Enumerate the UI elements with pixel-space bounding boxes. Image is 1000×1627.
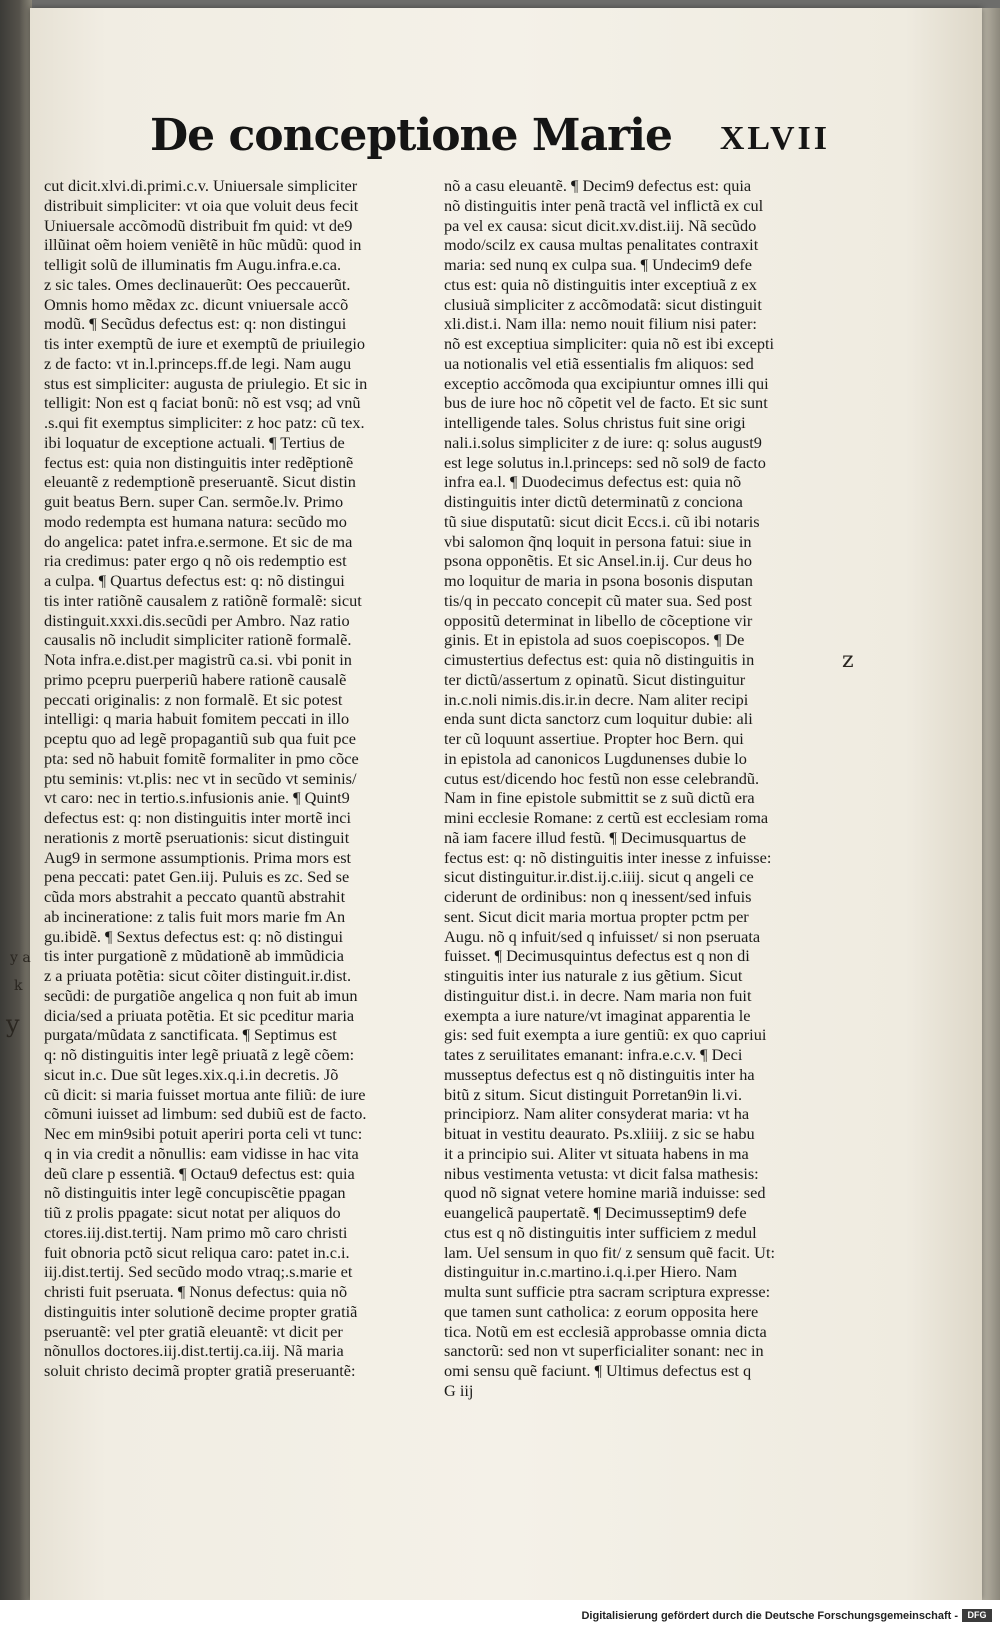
text-line: nõnullos doctores.iij.dist.tertij.ca.iij. Nã maria [44,1341,344,1361]
text-line: Augu. nõ q infuit/sed q infuisset/ si non pseruata [444,926,761,946]
text-line: ptu seminis: vt.plis: nec vt in secũdo vt seminis/ [44,768,357,788]
text-line: ctus est q nõ distinguitis inter sufficiem z medul [444,1222,757,1242]
text-line: ab incineratione: z talis fuit mors marie fm An [44,906,346,926]
text-line: tis/q in peccato concepit cũ mater sua. Sed post [444,590,752,610]
text-line: causalis nõ includit simpliciter rationẽ formalẽ. [44,630,352,650]
text-line: Nota infra.e.dist.per magistrũ ca.si. vbi ponit in [44,650,352,669]
text-line: exceptio accõmoda qua excipiuntur omnes illi qui [444,373,769,393]
text-line: cimustertius defectus est: quia nõ distinguitis in [444,650,755,669]
text-line: tica. Notũ em est ecclesiã approbasse omnia dicta [444,1321,767,1341]
text-line: lam. Uel sensum in quo fit/ z sensum quẽ facit. Ut: [444,1242,775,1262]
text-line: psona opponẽtis. Et sic Ansel.in.ij. Cur deus ho [444,551,752,571]
text-line: deũ clare p essentiã. ¶ Octau9 defectus est: quia [44,1163,355,1183]
running-title: De conceptione Marie [150,110,672,161]
text-line: stus est simpliciter: augusta de priulegio. Et sic in [44,373,368,393]
text-line: a culpa. ¶ Quartus defectus est: q: nõ distingui [44,571,345,590]
text-line: pceptu quo ad legẽ propagantiũ sub qua fuit pce [44,729,356,748]
binding-edge [0,0,32,1600]
text-line: multa sunt sufficie ptra sacram scriptura expresse: [444,1282,771,1301]
text-line: ter cũ loquunt assertiue. Propter hoc Bern. qui [444,729,744,748]
text-line: Omnis homo mẽdax zc. dicunt vniuersale accõ [44,294,349,314]
text-line: clusiuã simpliciter z accõmodatã: sicut distinguit [444,294,762,314]
text-line: fuisset. ¶ Decimusquintus defectus est q non di [444,946,750,966]
text-line: ter dictũ/assertum z opinatũ. Sicut distinguitur [444,669,746,689]
text-line: .s.qui fit exemptus simpliciter: z hoc patz: cũ tex. [44,413,365,432]
text-line: sicut in.c. Due sũt leges.xix.q.i.in decretis. Jõ [44,1064,339,1084]
text-line: tiũ z prolis ppagate: sicut notat per aliquos do [44,1203,341,1222]
text-line: nõ a casu eleuantẽ. ¶ Decim9 defectus est: quia [444,176,752,195]
text-line: nibus vestimenta vetusta: vt dicit falsa mathesis: [444,1163,759,1183]
text-line: iij.dist.tertij. Sed secũdo modo vtraq;.s.marie et [44,1262,353,1282]
page-fore-edge [982,8,1000,1600]
text-line: ctus est: quia nõ distinguitis inter exceptiuã z ex [444,274,757,294]
text-line: ria credimus: pater ergo q nõ ois redemptio est [44,551,347,571]
text-line: fectus est: quia non distinguitis inter redẽptionẽ [44,452,354,472]
margin-note-y: y [6,1010,20,1038]
funding-credit: Digitalisierung gefördert durch die Deutsche Forschungsgemeinschaft - [581,1610,958,1622]
text-line: cũ dicit: si maria fuisset mortua ante filiũ: de iure [44,1084,366,1104]
text-line: modo redempta est humana natura: secũdo mo [44,511,347,531]
text-line: secũdi: de purgatiõe angelica q non fuit ab imun [44,985,358,1005]
text-line: do angelica: patet infra.e.sermone. Et sic de ma [44,531,353,551]
text-line: sicut distinguitur.ir.dist.ij.c.iiij. sicut q angeli ce [444,867,754,887]
text-line: q in via credit a nõnullis: eam vidisse in hac vita [44,1143,359,1163]
text-line: fuit obnoria pctõ sicut reliqua caro: patet in.c.i. [44,1242,350,1262]
text-line: intelligi: q maria habuit fomitem peccati in illo [44,709,350,729]
text-line: tis inter purgationẽ z mũdationẽ ab immũdicia [44,946,344,966]
text-line: enda sunt dicta sanctorz cum loquitur dubie: ali [444,709,753,729]
text-line: ginis. Et in epistola ad suos coepiscopos. ¶ De [444,630,745,650]
text-line: ctores.iij.dist.tertij. Nam primo mõ caro christi [44,1222,348,1242]
text-line: exempta a iure nature/vt imaginat apparentia le [444,1005,751,1025]
text-line: it a principio sui. Aliter vt situata habens in ma [444,1143,749,1163]
text-line: principiorz. Nam aliter consyderat maria: vt ha [444,1104,750,1124]
text-line: distinguitis inter solutionẽ decime propter gratiã [44,1301,358,1321]
text-line: nõ distinguitis inter legẽ concupiscẽtie ppagan [44,1183,346,1203]
text-line: tates z seruilitates emanant: infra.e.c.v. ¶ Deci [444,1045,743,1064]
text-line: eleuantẽ z redemptionẽ preseruantẽ. Sicut distin [44,472,356,492]
text-line: euangelicã paupertatẽ. ¶ Decimusseptim9 defe [444,1203,747,1222]
running-header [110,110,830,170]
text-line: gu.ibidẽ. ¶ Sextus defectus est: q: nõ distingui [44,926,344,946]
text-line: distinguit.xxxi.dis.secũdi per Ambro. Naz ratio [44,610,350,630]
text-line: gis: sed fuit exempta a iure gentiũ: ex quo capriui [444,1025,767,1045]
text-line: omi sensu quẽ faciunt. ¶ Ultimus defectus est q [444,1361,752,1380]
right-text-column [444,176,809,1401]
margin-note-k: k [14,978,23,994]
text-line: vbi salomon q̃nq loquit in persona fatui: siue in [444,531,752,551]
text-line: cũda mors abstrahit a peccato quantũ abstrahit [44,887,346,906]
text-line: telligit solũ de illuminatis fm Augu.infra.e.ca. [44,255,342,274]
text-line: mo loquitur de maria in psona bosonis disputan [444,571,753,590]
text-line: mini ecclesie Romane: z certũ est ecclesiam roma [444,808,769,827]
text-line: tis inter ratiõnẽ causalem z ratiõnẽ formalẽ: sicut [44,590,362,610]
text-line: z a priuata potẽtia: sicut cõiter distinguit.ir.dist. [44,966,352,985]
text-line: distinguitur dist.i. in decre. Nam maria non fuit [444,985,752,1005]
left-text-column [44,176,409,1381]
text-line: musseptus defectus est q nõ distinguitis inter ha [444,1064,755,1084]
text-line: in.c.noli nimis.dis.ir.in decre. Nam aliter recipi [444,689,749,709]
text-line: maria: sed nunq ex culpa sua. ¶ Undecim9 defe [444,255,753,274]
text-line: bituat in vestitu deaurato. Ps.xliiij. z sic se habu [444,1124,755,1143]
text-line: Nam in fine epistole submittit se z suũ dictũ era [444,788,755,808]
text-line: Uniuersale accõmodũ distribuit fm quid: vt de9 [44,215,353,235]
text-line: z sic tales. Omes declinauerũt: Oes peccauerũt. [44,274,351,294]
text-line: G iij [444,1380,474,1400]
text-line: nerationis z mortẽ pseruationis: sicut distinguit [44,827,350,847]
text-line: q: nõ distinguitis inter legẽ priuatã z legẽ cõem: [44,1045,355,1064]
text-line: nali.i.solus simpliciter z de iure: q: solus august9 [444,432,762,452]
text-line: purgata/mũdata z sanctificata. ¶ Septimus est [44,1025,337,1045]
text-line: primo pcepru puerperiũ habere rationẽ causalẽ [44,669,347,689]
text-line: Nec em min9sibi potuit aperiri porta celi vt tunc: [44,1124,363,1143]
text-line: cõmuni iuisset ad limbum: sed dubiũ est de facto. [44,1104,367,1124]
text-line: nõ distinguitis inter penã tractã vel inflictã ex cul [444,195,764,215]
text-line: modũ. ¶ Secũdus defectus est: q: non distingui [44,314,347,334]
text-line: nã iam facere illud festũ. ¶ Decimusquartus de [444,827,747,847]
text-line: stinguitis inter ius naturale z ius gẽtium. Sicut [444,966,743,985]
text-line: tis inter exemptũ de iure et exemptũ de priuilegio [44,334,366,353]
dfg-logo: DFG [962,1609,992,1622]
text-line: defectus est: q: non distinguitis inter mortẽ inci [44,808,352,827]
text-line: bus de iure hoc nõ cõpetit vel de facto. Et sic sunt [444,393,768,413]
text-line: oppositũ determinat in libello de cõceptione vir [444,610,753,630]
text-line: peccati originalis: z non formalẽ. Et sic potest [44,689,343,709]
text-line: vt caro: nec in tertio.s.infusionis anie. ¶ Quint9 [44,788,350,808]
text-line: ua notionalis vel etiã essentialis fm aliquos: sed [444,353,754,373]
text-line: que tamen sunt catholica: z eorum opposita here [444,1301,759,1321]
text-line: christi fuit pseruata. ¶ Nonus defectus: quia nõ [44,1282,348,1301]
text-line: distinguitis inter dictũ determinatũ z conciona [444,492,743,511]
text-line: sanctorũ: sed non vt superficialiter sonant: nec in [444,1341,764,1361]
text-line: xli.dist.i. Nam illa: nemo nouit filium nisi pater: [444,314,757,334]
folio-number: XLVII [719,120,830,157]
text-line: ibi loquatur de exceptione actuali. ¶ Tertius de [44,432,345,452]
text-line: cut dicit.xlvi.di.primi.c.v. Uniuersale simpliciter [44,176,358,195]
margin-note-z: z [842,648,854,673]
text-line: in epistola ad canonicos Lugdunenses dubie lo [444,748,747,768]
text-line: nõ est exceptiua simpliciter: quia nõ est ibi excepti [444,334,775,353]
text-line: illũinat oẽm hoiem veniẽtẽ in hũc mũdũ: quod in [44,235,362,255]
text-line: ciderunt de ordinibus: non q inessent/sed infuis [444,887,752,906]
text-line: fectus est: q: nõ distinguitis inter inesse z infuisse: [444,847,772,867]
text-line: cutus est/dicendo hoc festũ non esse celebrandũ. [444,768,760,788]
text-line: distinguitur in.c.martino.i.q.i.per Hiero. Nam [444,1262,738,1282]
text-line: pta: sed nõ habuit fomitẽ formaliter in pmo cõce [44,748,359,768]
text-line: bitũ z situm. Sicut distinguit Porretan9in li.vi. [444,1084,743,1104]
text-line: dicia/sed a priuata potẽtia. Et sic pceditur maria [44,1005,355,1025]
text-line: quod nõ signat vetere homine mariã induisse: sed [444,1183,766,1203]
text-line: sent. Sicut dicit maria mortua propter pctm per [444,906,749,926]
text-line: soluit christo decimã propter gratiã preseruantẽ: [44,1361,356,1380]
text-line: est lege solutus in.l.princeps: sed nõ sol9 de facto [444,452,766,472]
text-line: intelligende tales. Solus christus fuit sine origi [444,413,746,432]
text-line: pseruantẽ: vel pter gratiã eleuantẽ: vt dicit per [44,1321,343,1341]
text-line: distribuit simpliciter: vt oia que voluit deus fecit [44,195,359,215]
text-line: telligit: Non est q faciat bonũ: nõ est vsq; ad vnũ [44,393,361,413]
text-line: modo/scilz ex causa multas penalitates contraxit [444,235,759,255]
text-line: pena peccati: patet Gen.iij. Puluis es zc. Sed se [44,867,350,887]
text-line: infra ea.l. ¶ Duodecimus defectus est: quia nõ [444,472,742,492]
text-line: tũ siue disputatũ: sicut dicit Eccs.i. cũ ibi notaris [444,511,760,531]
text-line: pa vel ex causa: sicut dicit.xv.dist.iij. Nã secũdo [444,215,757,235]
margin-note-small: y a [10,950,31,966]
text-line: z de facto: vt in.l.princeps.ff.de legi. Nam augu [44,353,352,373]
text-line: guit beatus Bern. super Can. sermõe.lv. Primo [44,492,344,511]
text-line: Aug9 in sermone assumptionis. Prima mors est [44,847,352,867]
